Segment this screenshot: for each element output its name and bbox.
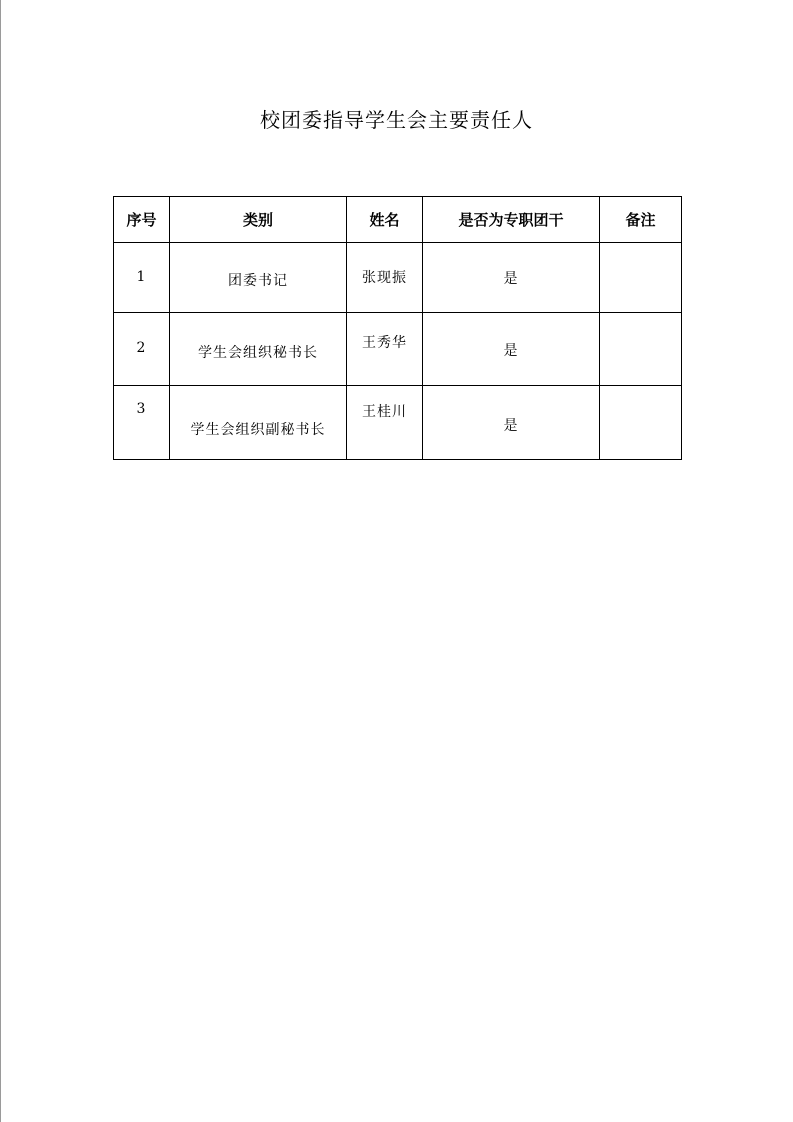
row-index: 1 [136,269,147,285]
table-header-row [114,197,682,243]
row-index-cell [114,313,170,386]
document-title: 校团委指导学生会主要责任人 [260,108,533,132]
row-name: 王桂川 [362,404,407,420]
header-category: 类别 [170,197,347,243]
row-index: 3 [136,401,147,417]
row-remark-cell [600,313,682,386]
row-category: 学生会组织秘书长 [198,345,318,361]
row-name-cell [347,243,423,313]
row-remark-cell [600,243,682,313]
row-category: 团委书记 [228,273,288,289]
row-category-cell [170,386,347,460]
row-full-time-cell [423,313,600,386]
row-category-cell [170,313,347,386]
header-name: 姓名 [347,197,423,243]
row-full-time: 是 [503,271,519,287]
header-index: 序号 [114,197,170,243]
row-full-time-cell [423,386,600,460]
row-name: 王秀华 [362,335,407,351]
row-name-cell [347,386,423,460]
row-index-cell [114,386,170,460]
header-full-time: 是否为专职团干 [423,197,600,243]
row-full-time: 是 [503,418,519,434]
header-remark: 备注 [600,197,682,243]
row-name: 张现振 [362,270,407,286]
row-category-cell [170,243,347,313]
responsibility-table [113,196,682,460]
row-name-cell [347,313,423,386]
row-index-cell [114,243,170,313]
row-index: 2 [136,340,147,356]
table-row [114,313,682,386]
table-row [114,386,682,460]
row-full-time-cell [423,243,600,313]
row-remark-cell [600,386,682,460]
row-category: 学生会组织副秘书长 [190,422,326,438]
table-row [114,243,682,313]
row-full-time: 是 [503,343,519,359]
page-edge [0,0,1,1122]
